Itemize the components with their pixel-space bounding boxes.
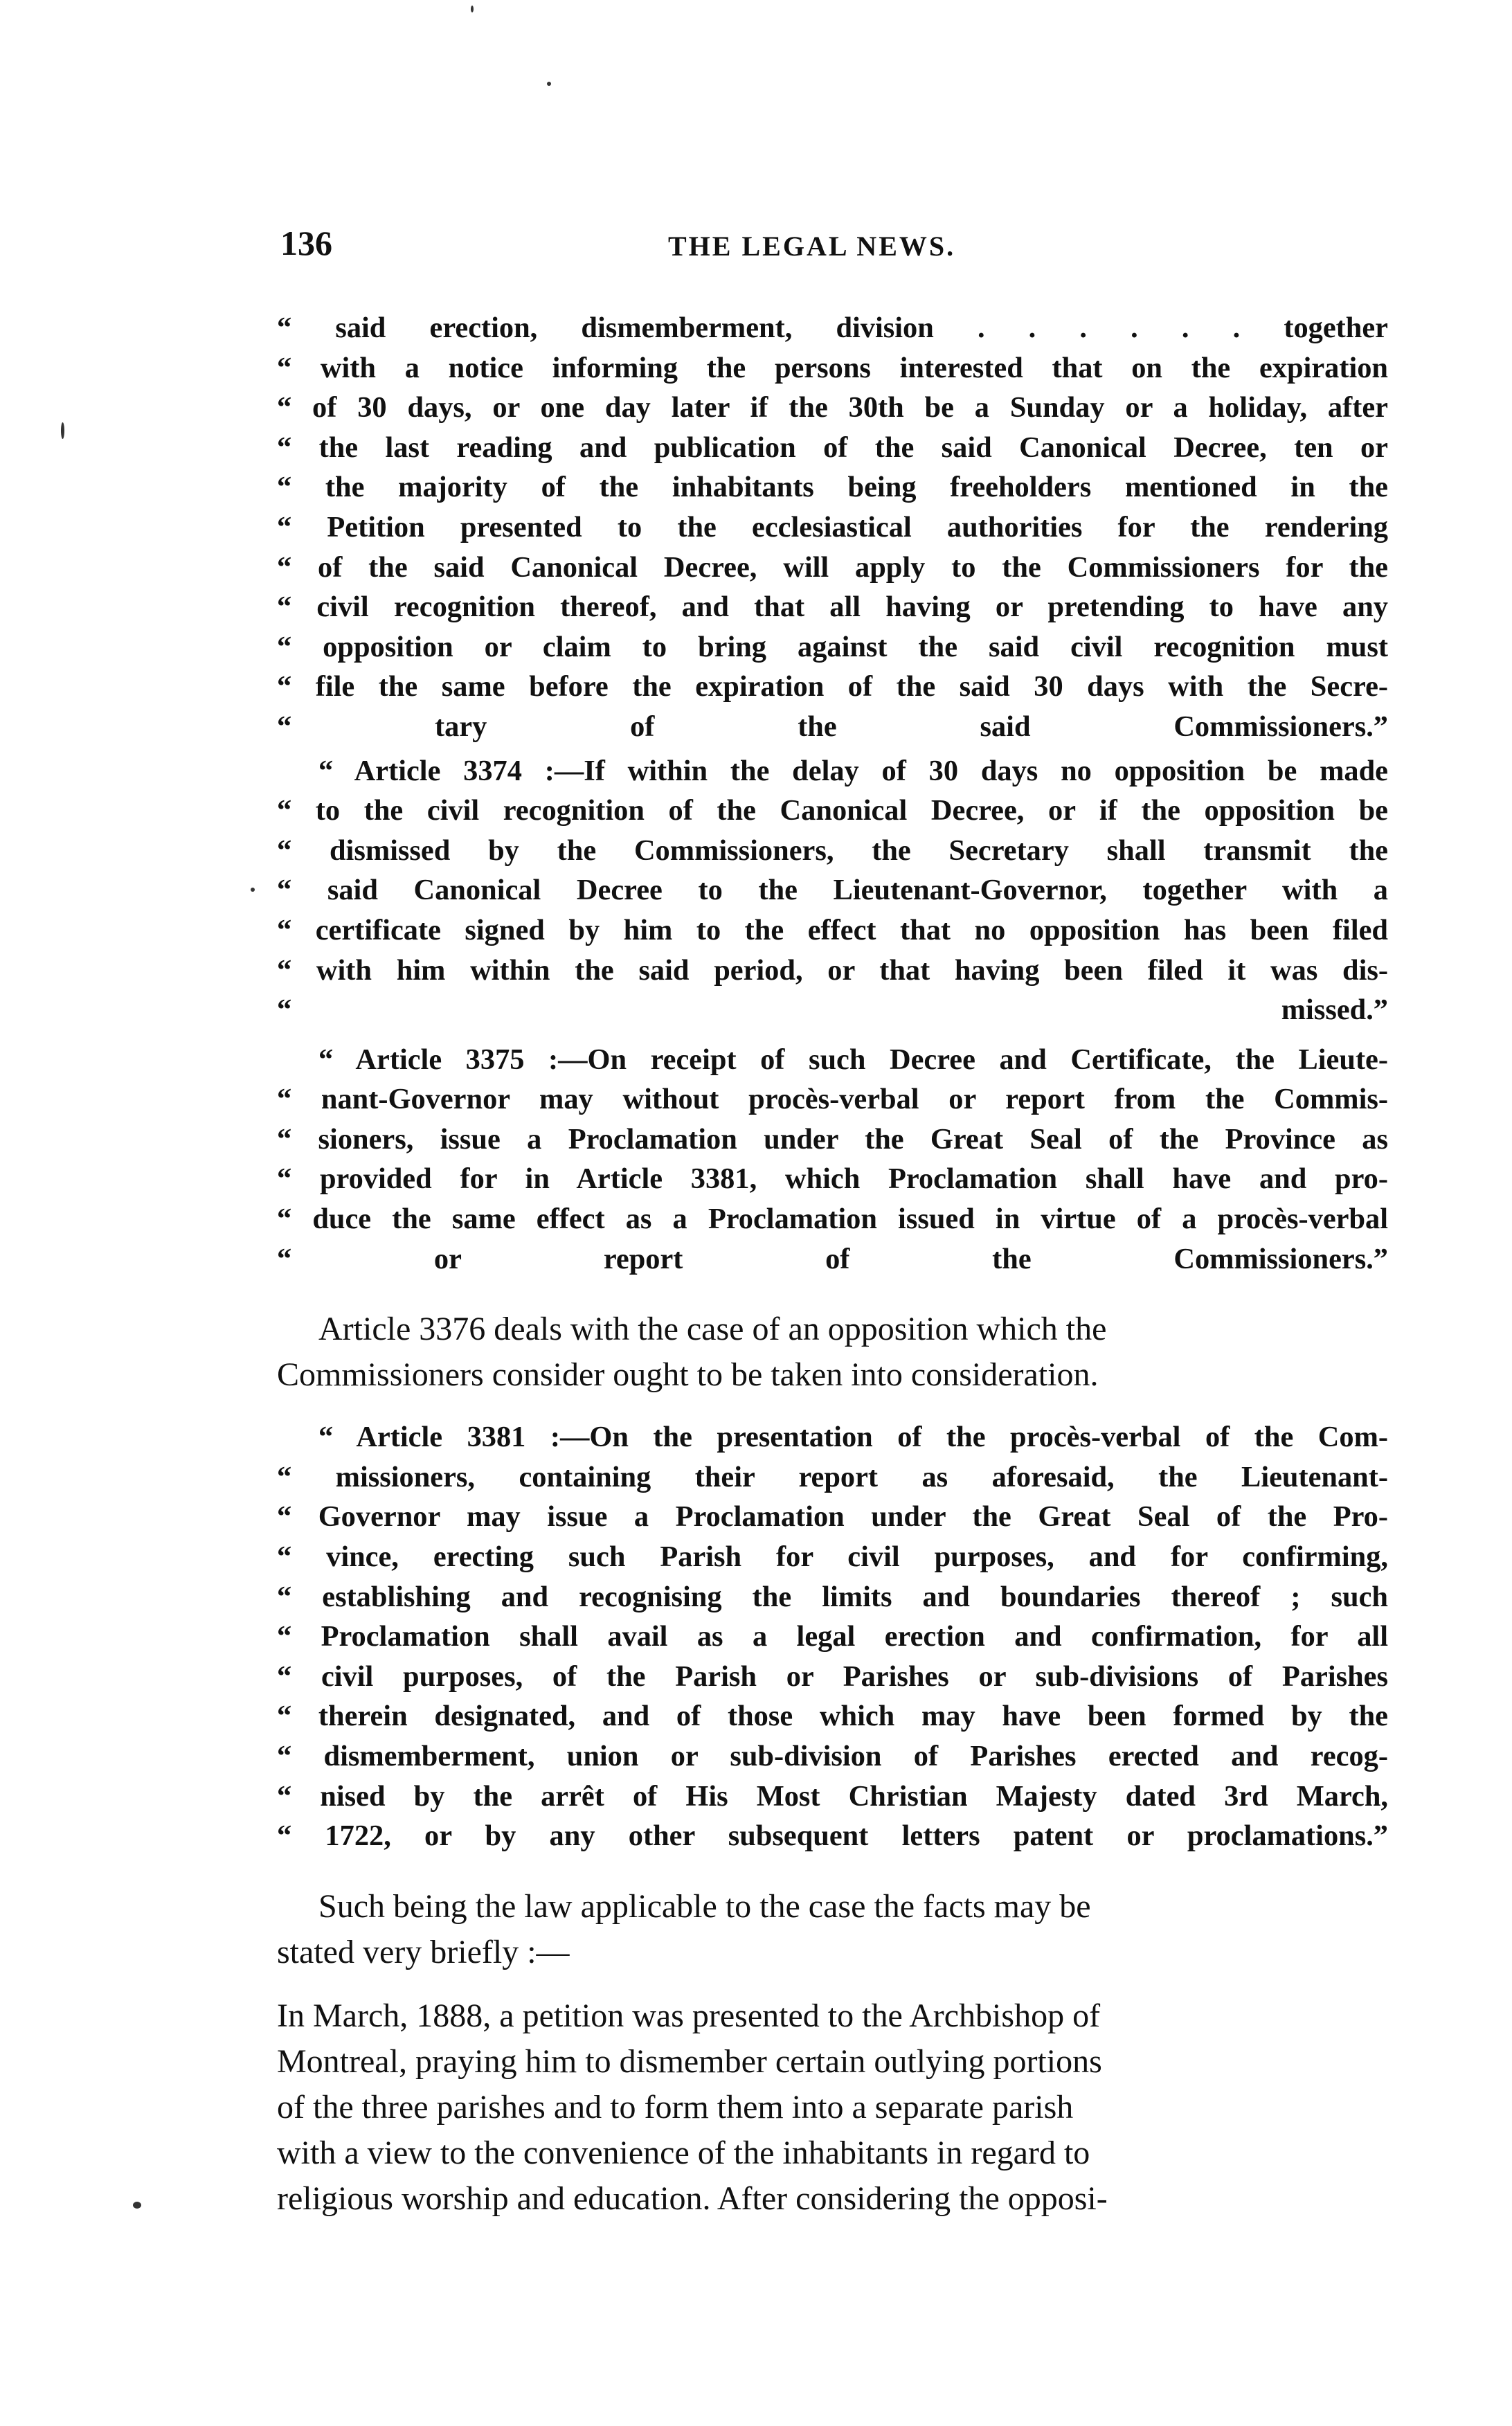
text-line: “ file the same before the expiration of the said 30 days with the Secre- <box>277 670 1388 703</box>
text-line: “ the last reading and publication of the said Canonical Decree, ten or <box>277 431 1388 464</box>
text-line: “ Petition presented to the ecclesiastical authorities for the rendering <box>277 510 1388 543</box>
text-line: “ tary of the said Commissioners.” <box>277 710 1388 743</box>
paragraph-article-3376 <box>277 1306 1388 1398</box>
quote-continued <box>277 308 1388 747</box>
text-line: In March, 1888, a petition was presented to the Archbishop of <box>277 1997 1101 2034</box>
text-line: “ missed.” <box>277 994 1388 1027</box>
text-line: “ dismissed by the Commissioners, the Secretary shall transmit the <box>277 834 1388 867</box>
text-line: “ sioners, issue a Proclamation under the Great Seal of the Province as <box>277 1122 1388 1156</box>
text-line: “ of the said Canonical Decree, will apply to the Commissioners for the <box>277 550 1388 584</box>
text-line: “ said Canonical Decree to the Lieutenant-Governor, together with a <box>277 874 1388 907</box>
text-line: Commissioners consider ought to be taken into consideration. <box>277 1356 1099 1394</box>
paper-speck <box>133 2202 141 2209</box>
body-text <box>277 308 1388 2222</box>
paper-speck <box>547 82 551 86</box>
text-line: “ 1722, or by any other subsequent letters patent or proclamations.” <box>277 1820 1388 1853</box>
text-line: “ nant-Governor may without procès-verbal or report from the Commis- <box>277 1083 1388 1116</box>
text-line: “ opposition or claim to bring against the said civil recognition must <box>277 630 1388 663</box>
text-line: “ provided for in Article 3381, which Proclamation shall have and pro- <box>277 1162 1388 1196</box>
text-line: “ Proclamation shall avail as a legal erection and confirmation, for all <box>277 1620 1388 1653</box>
text-line: “ with him within the said period, or that having been filed it was dis- <box>277 953 1388 987</box>
text-line: “ the majority of the inhabitants being freeholders mentioned in the <box>277 471 1388 504</box>
text-line: “ or report of the Commissioners.” <box>277 1242 1388 1275</box>
paragraph-facts <box>277 1884 1388 1975</box>
text-line: “ nised by the arrêt of His Most Christian Majesty dated 3rd March, <box>277 1779 1388 1813</box>
text-line: “ Article 3381 :—On the presentation of the procès-verbal of the Com- <box>318 1421 1388 1454</box>
text-line: stated very briefly :— <box>277 1933 570 1970</box>
running-title: THE LEGAL NEWS. <box>668 231 956 262</box>
text-line: “ to the civil recognition of the Canonical Decree, or if the opposition be <box>277 794 1388 827</box>
text-line: “ with a notice informing the persons interested that on the expiration <box>277 351 1388 384</box>
article-3381-quote <box>277 1417 1388 1856</box>
text-line: “ duce the same effect as a Proclamation issued in virtue of a procès-verbal <box>277 1203 1388 1236</box>
article-3375-quote <box>277 1040 1388 1279</box>
text-line: religious worship and education. After considering the opposi- <box>277 2180 1108 2217</box>
text-line: “ of 30 days, or one day later if the 30th be a Sunday or a holiday, after <box>277 391 1388 424</box>
text-line: “ certificate signed by him to the effect that no opposition has been filed <box>277 913 1388 946</box>
text-line: “ civil purposes, of the Parish or Parishes or sub-divisions of Parishes <box>277 1660 1388 1693</box>
text-line: “ missioners, containing their report as aforesaid, the Lieutenant- <box>277 1460 1388 1493</box>
text-line: “ Article 3374 :—If within the delay of 30 days no opposition be made <box>318 754 1388 787</box>
paper-speck <box>471 6 474 12</box>
page-number: 136 <box>280 224 332 262</box>
text-line: Article 3376 deals with the case of an opposition which the <box>318 1311 1107 1348</box>
text-line: Montreal, praying him to dismember certain outlying portions <box>277 2042 1102 2080</box>
paragraph-march-1888 <box>277 1993 1388 2222</box>
text-line: “ dismemberment, union or sub-division of Parishes erected and recog- <box>277 1740 1388 1772</box>
text-line: “ therein designated, and of those which may have been formed by the <box>277 1700 1388 1733</box>
text-line: “ Governor may issue a Proclamation under the Great Seal of the Pro- <box>277 1500 1388 1534</box>
text-line: Such being the law applicable to the case the facts may be <box>318 1887 1091 1925</box>
article-3374-quote <box>277 751 1388 1030</box>
text-line: of the three parishes and to form them into a separate parish <box>277 2088 1074 2126</box>
text-line: “ Article 3375 :—On receipt of such Decree and Certificate, the Lieute- <box>318 1043 1388 1076</box>
paper-speck <box>251 888 255 892</box>
page-header <box>280 223 1388 271</box>
text-line: with a view to the convenience of the inhabitants in regard to <box>277 2134 1090 2171</box>
text-line: “ said erection, dismemberment, division . . . . . . together <box>277 312 1388 344</box>
text-line: “ vince, erecting such Parish for civil purposes, and for confirming, <box>277 1540 1388 1574</box>
text-line: “ civil recognition thereof, and that all having or pretending to have any <box>277 591 1388 624</box>
paper-speck <box>61 422 64 439</box>
text-line: “ establishing and recognising the limits and boundaries thereof ; such <box>277 1580 1388 1613</box>
